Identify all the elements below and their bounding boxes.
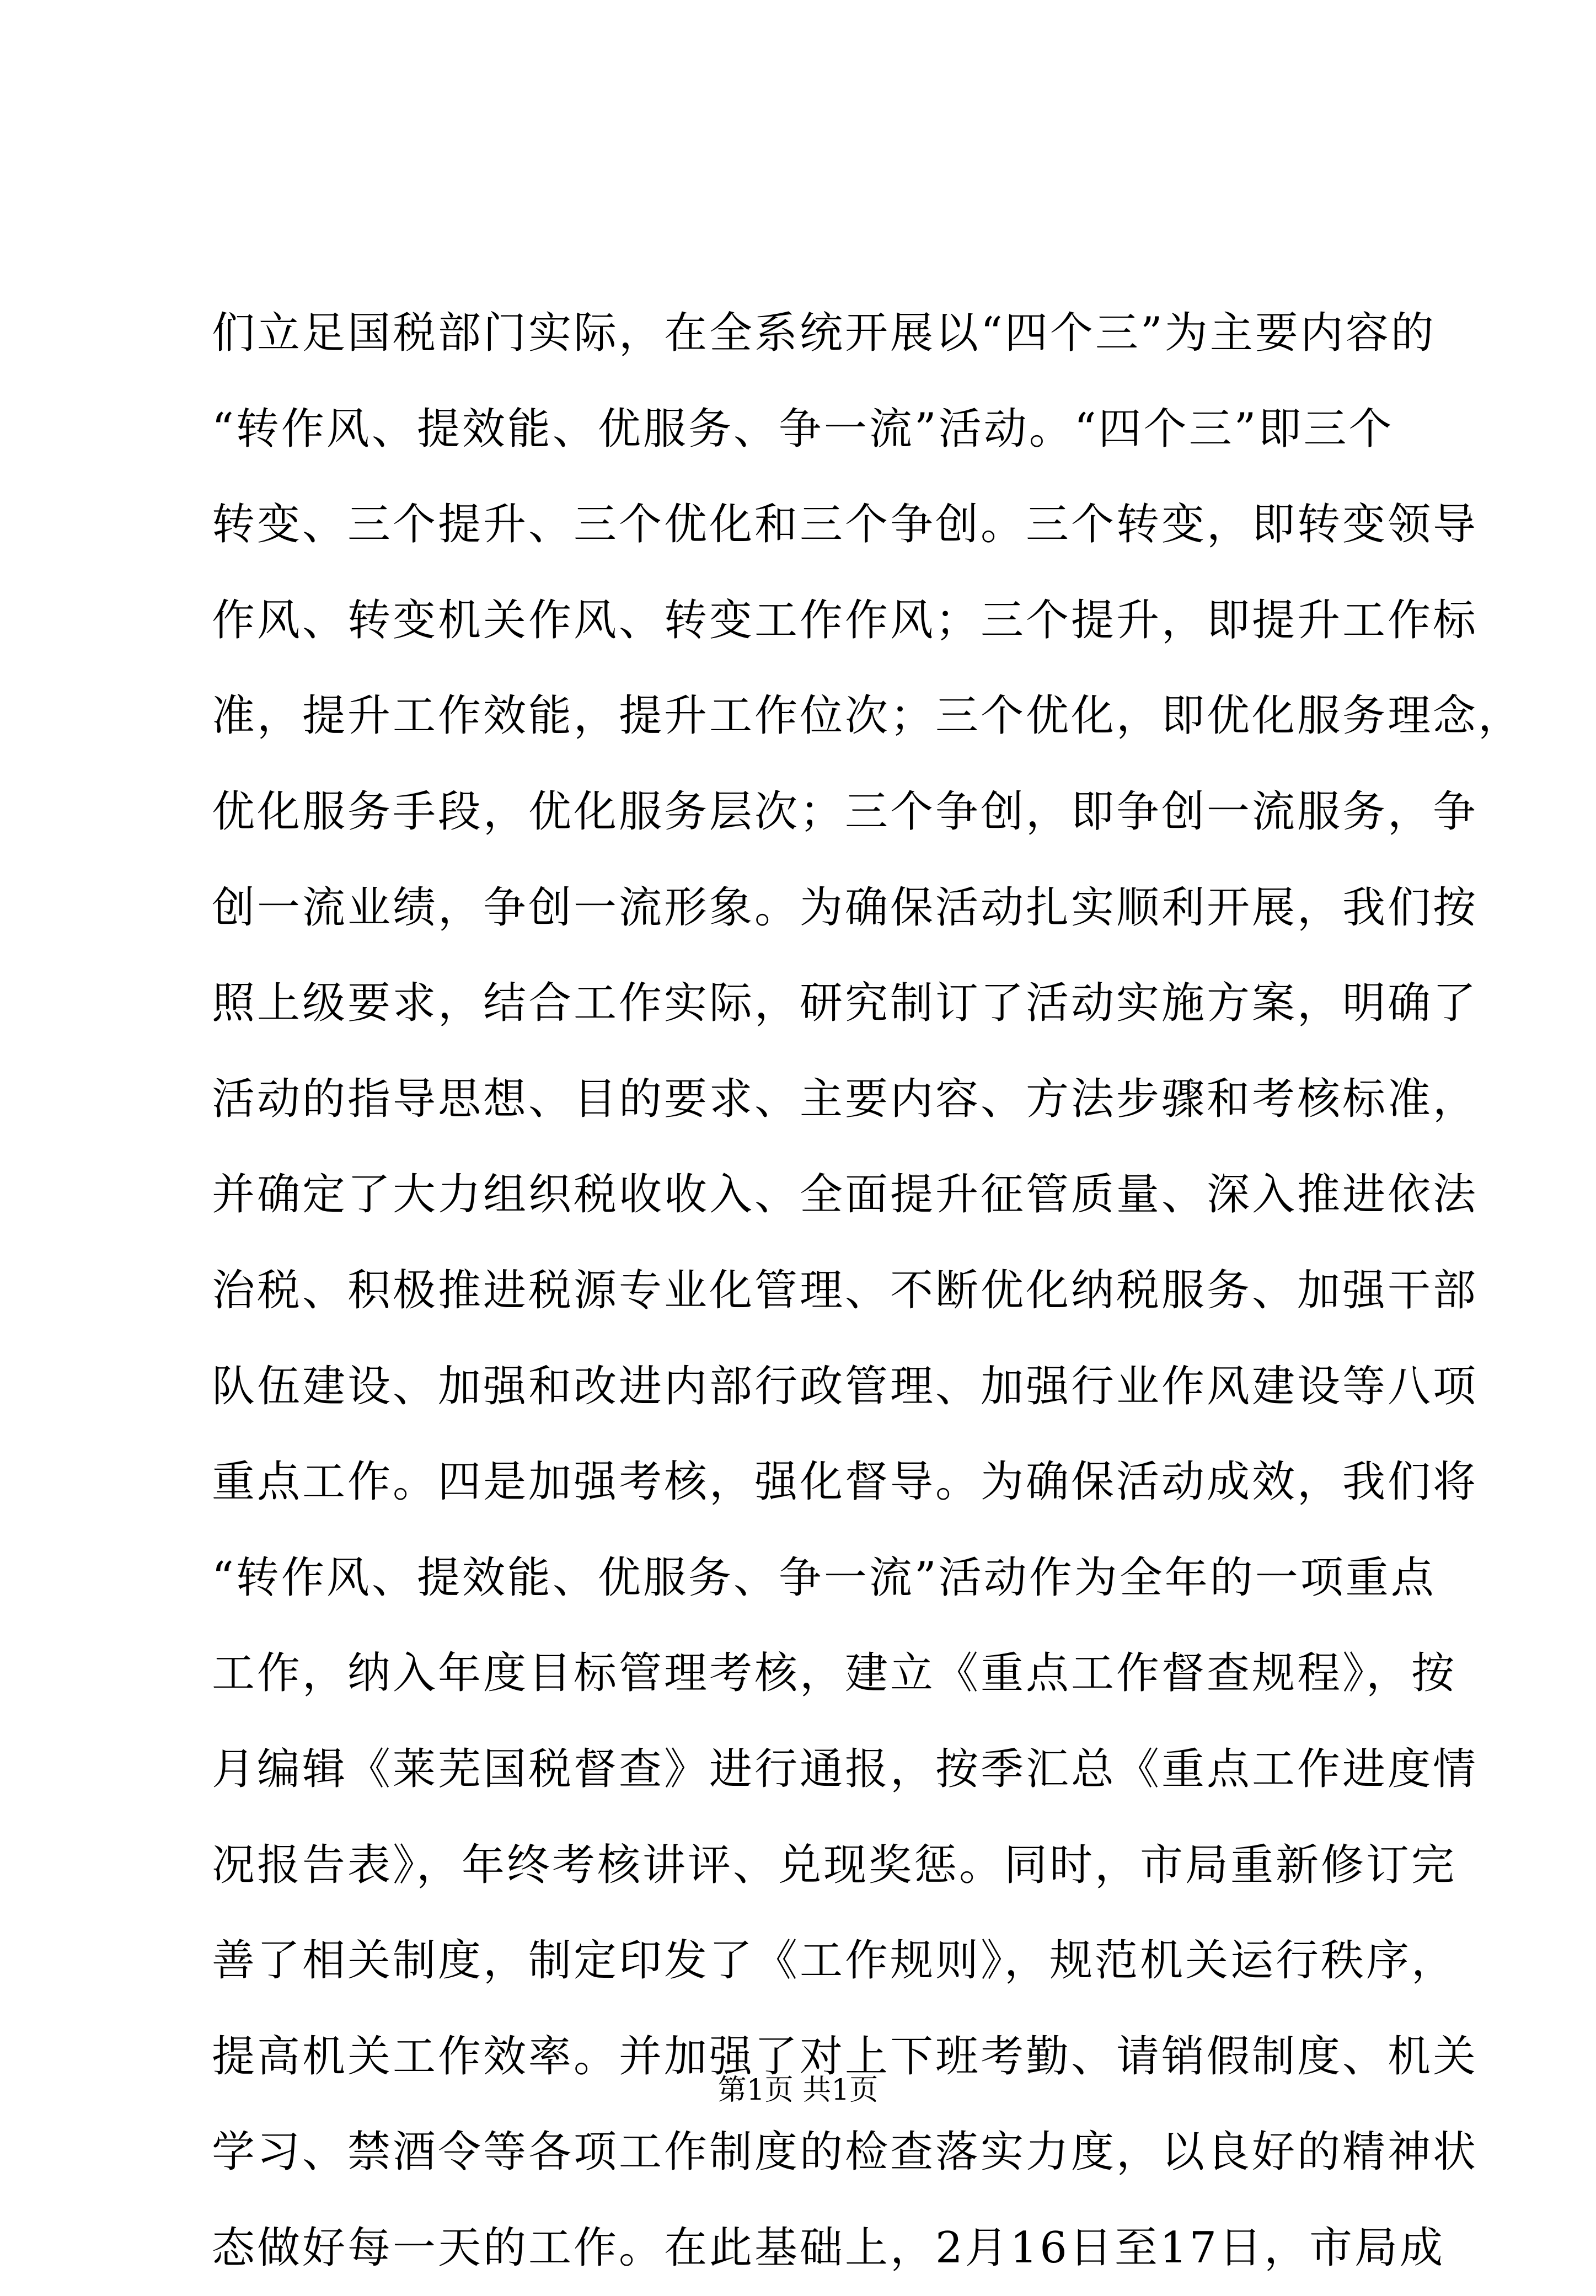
text-line: 善了相关制度，制定印发了《工作规则》，规范机关运行秩序， [212,1936,1457,1986]
page-footer [0,2071,1596,2110]
text-line: 们立足国税部门实际，在全系统开展以“四个三”为主要内容的 [212,308,1436,358]
page-number: 第1页 共1页 [717,2074,879,2107]
text-line: “转作风、提效能、优服务、争一流”活动。“四个三”即三个 [212,404,1394,454]
text-line: 治税、积极推进税源专业化管理、不断优化纳税服务、加强干部 [212,1265,1479,1315]
text-line: 月编辑《莱芜国税督查》进行通报，按季汇总《重点工作进度情 [212,1744,1479,1794]
text-line: 重点工作。四是加强考核，强化督导。为确保活动成效，我们将 [212,1457,1479,1507]
text-line: 学习、禁酒令等各项工作制度的检查落实力度，以良好的精神状 [212,2127,1479,2177]
text-line: 工作，纳入年度目标管理考核，建立《重点工作督查规程》，按 [212,1649,1457,1699]
text-line: 创一流业绩，争创一流形象。为确保活动扎实顺利开展，我们按 [212,882,1479,933]
text-line: 队伍建设、加强和改进内部行政管理、加强行业作风建设等八项 [212,1361,1479,1411]
text-line: 作风、转变机关作风、转变工作作风；三个提升，即提升工作标 [212,595,1479,645]
text-line: 提高机关工作效率。并加强了对上下班考勤、请销假制度、机关 [212,2031,1479,2081]
text-line: 并确定了大力组织税收收入、全面提升征管质量、深入推进依法 [212,1170,1479,1220]
text-line: 优化服务手段，优化服务层次；三个争创，即争创一流服务，争 [212,786,1479,837]
text-line: 照上级要求，结合工作实际，研究制订了活动实施方案，明确了 [212,978,1479,1029]
text-line: 转变、三个提升、三个优化和三个争创。三个转变，即转变领导 [212,500,1479,550]
text-line: 况报告表》，年终考核讲评、兑现奖惩。同时，市局重新修订完 [212,1840,1457,1890]
text-line: 活动的指导思想、目的要求、主要内容、方法步骤和考核标准， [212,1074,1479,1124]
text-line: 态做好每一天的工作。在此基础上，2月16日至17日，市局成 [212,2223,1445,2273]
text-line: “转作风、提效能、优服务、争一流”活动作为全年的一项重点 [212,1553,1436,1603]
body-text [212,286,1524,2296]
text-line: 准，提升工作效能，提升工作位次；三个优化，即优化服务理念， [212,691,1524,741]
